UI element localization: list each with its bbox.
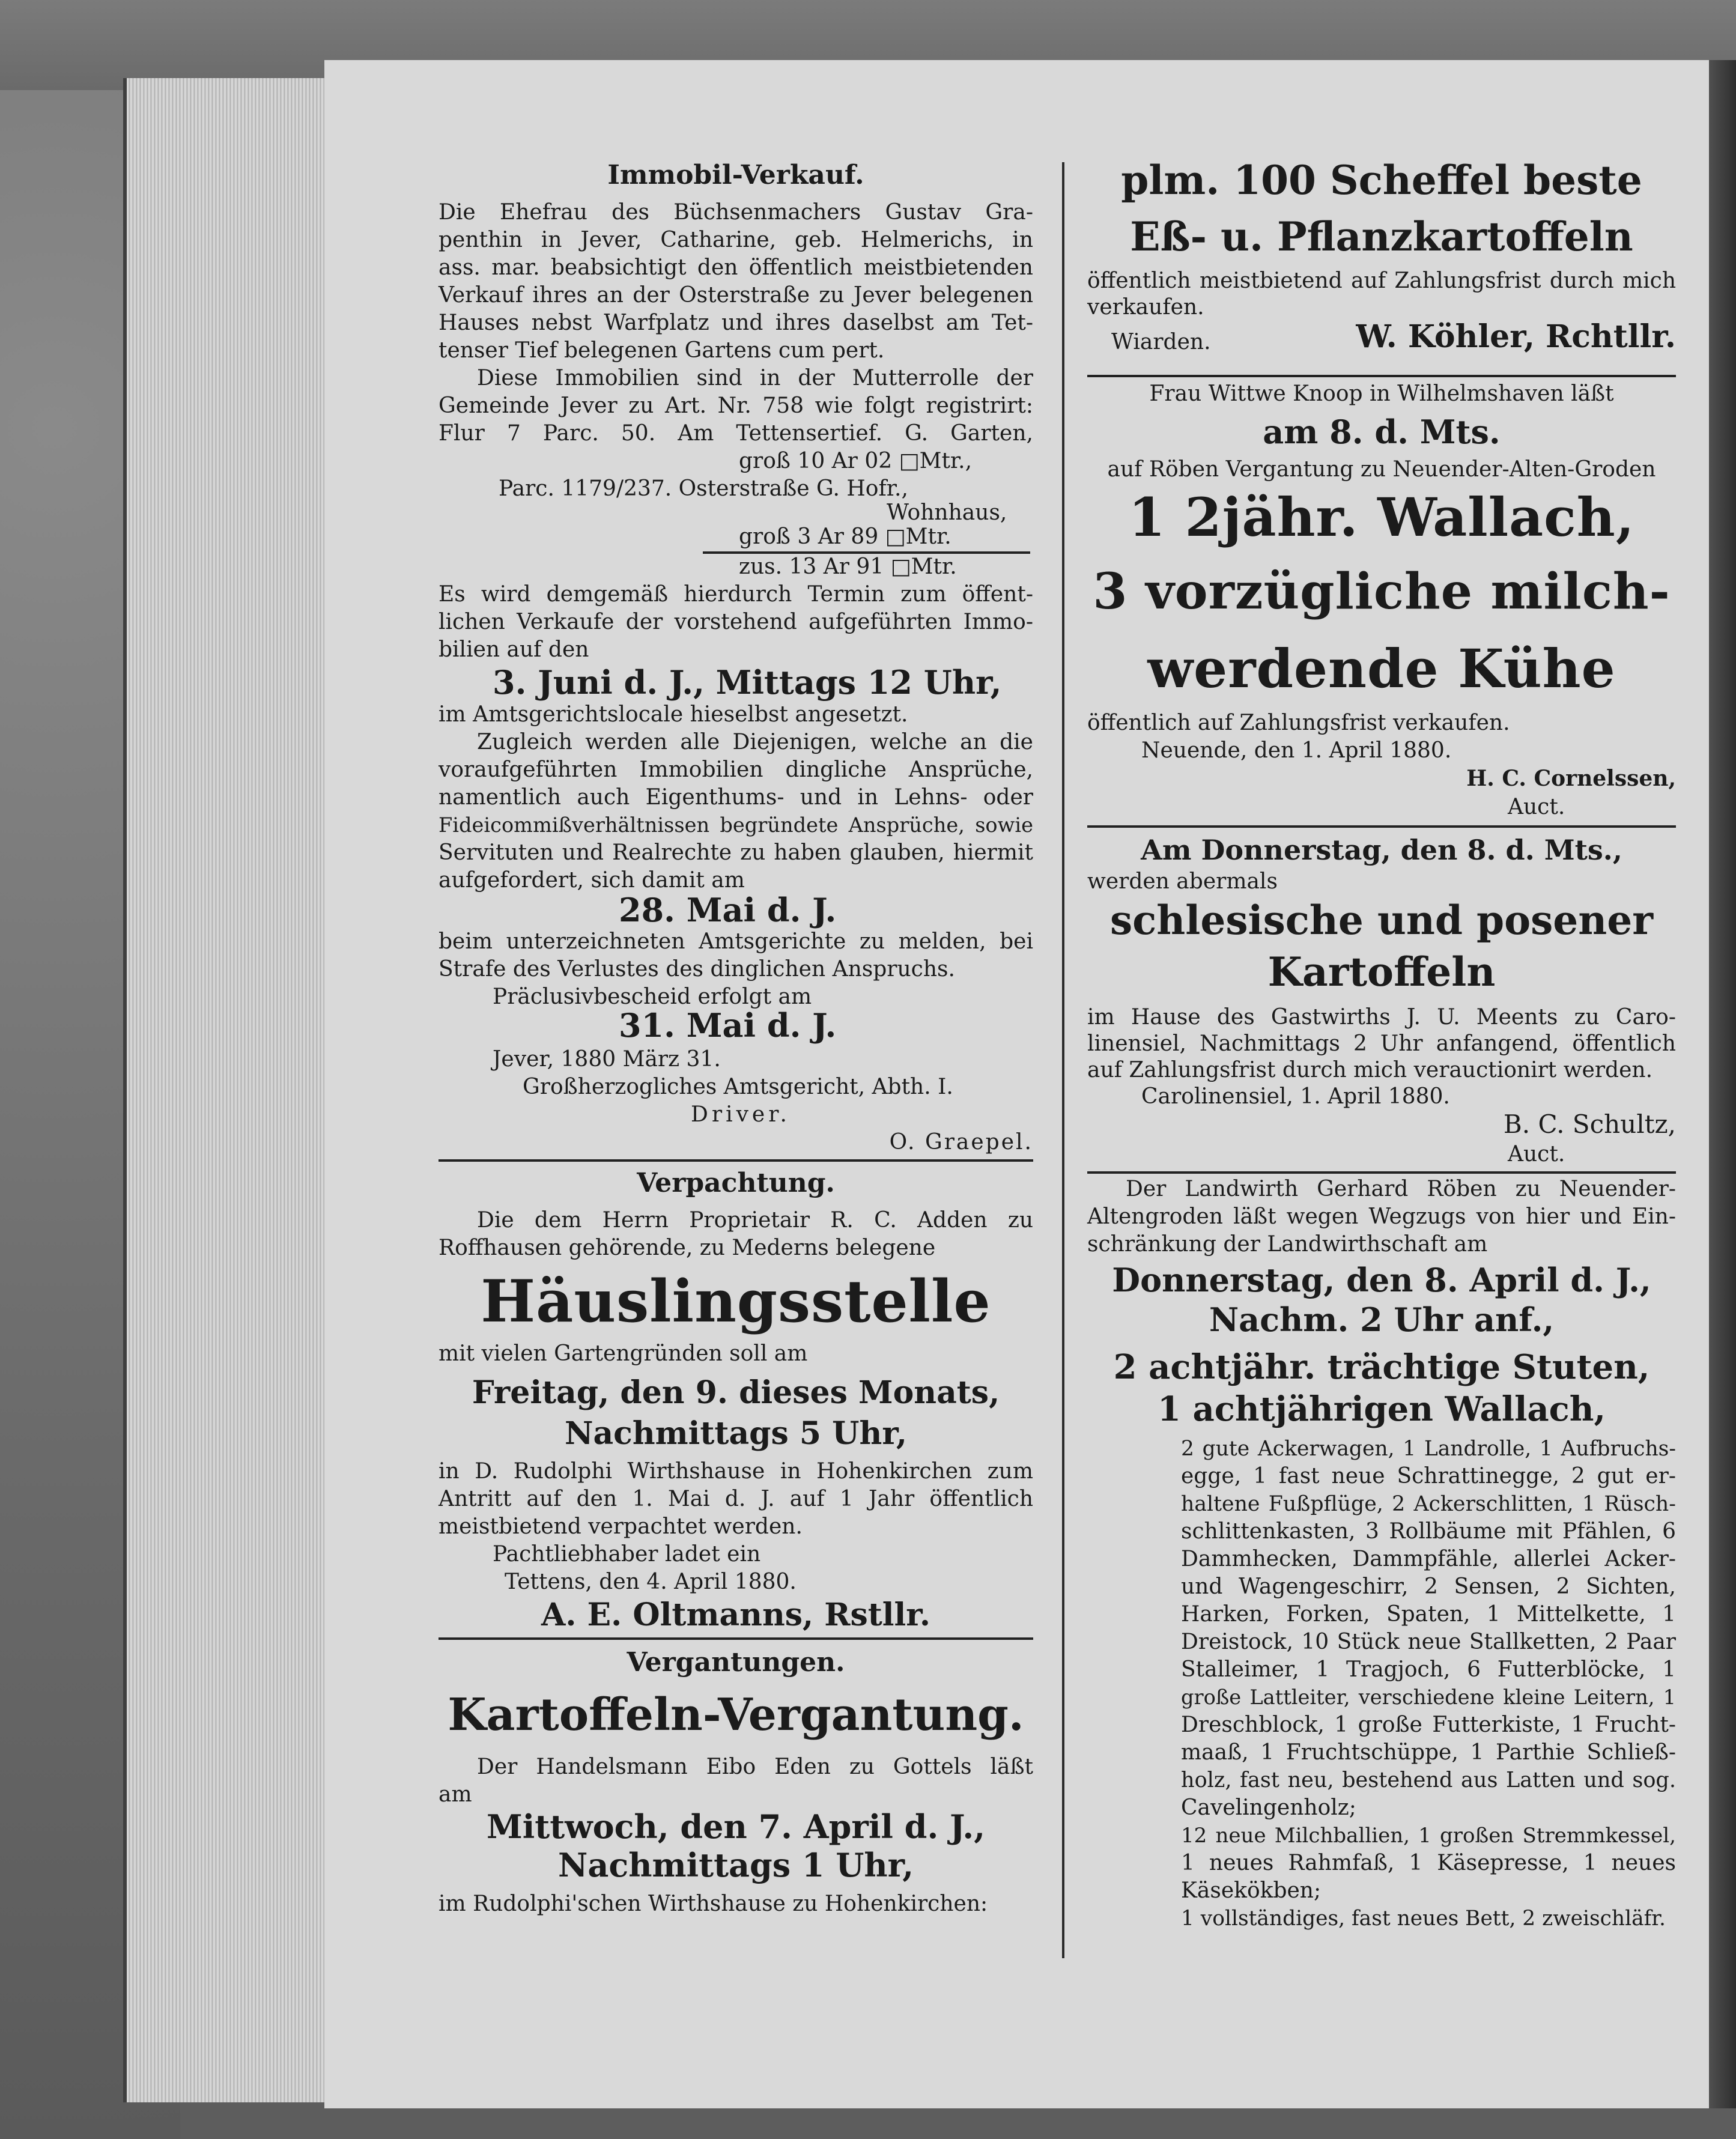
text-line: auf Zahlungsfrist durch mich verauctionirt werden.: [1087, 1058, 1653, 1082]
text-line: am: [439, 1782, 472, 1807]
text-line: Der Landwirth Gerhard Röben zu Neuender-: [1126, 1177, 1676, 1201]
date-line: am 8. d. Mts.: [1263, 413, 1501, 451]
text-line: Der Handelsmann Eibo Eden zu Gottels läßt: [477, 1755, 1033, 1779]
signature: W. Köhler, Rchtllr.: [1356, 318, 1676, 355]
text-line: Servituten und Realrechte zu haben glauben, hiermit: [439, 840, 1033, 865]
text-line: verkaufen.: [1087, 295, 1204, 320]
ad-title: Kartoffeln-Vergantung.: [448, 1689, 1024, 1741]
signature: O. Graepel.: [889, 1130, 1033, 1154]
text-line: 1 neues Rahmfaß, 1 Käsepresse, 1 neues: [1181, 1851, 1676, 1875]
ad-separator: [1087, 375, 1676, 377]
text-line: voraufgeführten Immobilien dingliche Ansprüche,: [439, 757, 1033, 782]
text-line: Tettens, den 4. April 1880.: [505, 1570, 797, 1594]
text-line: holz, fast neu, bestehend aus Latten und sog.: [1181, 1768, 1676, 1792]
ad-separator: [1087, 825, 1676, 828]
text-line: ass. mar. beabsichtigt den öffentlich meistbietenden: [439, 255, 1033, 280]
text-line: groß 10 Ar 02 □Mtr.,: [739, 449, 973, 473]
ad-separator: [439, 1637, 1033, 1640]
ad-heading: Verpachtung.: [637, 1168, 835, 1198]
signature: Driver.: [691, 1102, 791, 1127]
text-line: 2 gute Ackerwagen, 1 Landrolle, 1 Aufbruchs-: [1181, 1437, 1676, 1461]
date-line: Nachm. 2 Uhr anf.,: [1209, 1300, 1555, 1339]
text-line: Präclusivbescheid erfolgt am: [493, 985, 812, 1009]
ad-heading: Vergantungen.: [627, 1647, 845, 1678]
text-line: Wohnhaus,: [887, 500, 1007, 525]
text-line: Antritt auf den 1. Mai d. J. auf 1 Jahr öffentlich: [439, 1487, 1033, 1511]
text-line: lichen Verkaufe der vorstehend aufgeführten Immo-: [439, 610, 1033, 634]
date-line: Freitag, den 9. dieses Monats,: [472, 1374, 1000, 1411]
text-line: Käsekökben;: [1181, 1878, 1322, 1903]
text-line: bilien auf den: [439, 637, 589, 662]
page-edges: [123, 78, 331, 2102]
date-line: Nachmittags 1 Uhr,: [557, 1846, 914, 1884]
signature: H. C. Cornelssen,: [1466, 766, 1676, 791]
ad-title: Häuslingsstelle: [481, 1267, 991, 1335]
text-line: öffentlich meistbietend auf Zahlungsfrist durch mich: [1087, 269, 1676, 293]
text-line: öffentlich auf Zahlungsfrist verkaufen.: [1087, 711, 1510, 735]
text-line: Altengroden läßt wegen Wegzugs von hier und Ein-: [1087, 1204, 1676, 1229]
text-line: Großherzogliches Amtsgericht, Abth. I.: [523, 1075, 953, 1099]
text-line: Hauses nebst Warfplatz und ihres daselbst am Tet-: [439, 311, 1033, 335]
column-rule: [1062, 162, 1064, 1958]
text-line: Harken, Forken, Spaten, 1 Mittelkette, 1: [1181, 1602, 1676, 1627]
ad-title: plm. 100 Scheffel beste: [1121, 157, 1642, 204]
text-line: haltene Fußpflüge, 2 Ackerschlitten, 1 Rüsch-: [1181, 1492, 1676, 1516]
ad-title: 1 2jähr. Wallach,: [1128, 486, 1635, 548]
text-line: Die Ehefrau des Büchsenmachers Gustav Gra-: [439, 200, 1033, 225]
ad-separator: [439, 1159, 1033, 1162]
ad-heading: Immobil-Verkauf.: [607, 160, 864, 190]
date-line: Donnerstag, den 8. April d. J.,: [1112, 1261, 1651, 1299]
right-column: [1087, 0, 1676, 2139]
text-line: egge, 1 fast neue Schrattinegge, 2 gut er-: [1181, 1464, 1676, 1488]
text-line: Dreschblock, 1 große Futterkiste, 1 Frucht-: [1181, 1713, 1676, 1737]
ad-title: Eß- u. Pflanzkartoffeln: [1130, 213, 1633, 260]
text-line: Strafe des Verlustes des dinglichen Anspruchs.: [439, 957, 955, 982]
text-line: 1 vollständiges, fast neues Bett, 2 zweischläfr.: [1181, 1907, 1666, 1931]
text-line: Zugleich werden alle Diejenigen, welche an die: [477, 730, 1033, 754]
date-line: 3. Juni d. J., Mittags 12 Uhr,: [493, 663, 1002, 702]
date-line: 28. Mai d. J.: [619, 891, 837, 929]
text-line: in D. Rudolphi Wirthshause in Hohenkirchen zum: [439, 1459, 1033, 1484]
date-line: Mittwoch, den 7. April d. J.,: [486, 1807, 985, 1846]
text-line: werden abermals: [1087, 869, 1278, 894]
text-line: Frau Wittwe Knoop in Wilhelmshaven läßt: [1149, 381, 1614, 406]
text-line: tenser Tief belegenen Gartens cum pert.: [439, 338, 885, 363]
date-line: Nachmittags 5 Uhr,: [564, 1415, 908, 1452]
date-line: 31. Mai d. J.: [619, 1006, 837, 1045]
signature-title: Auct.: [1508, 1142, 1565, 1167]
text-line: Stalleimer, 1 Tragjoch, 6 Futterblöcke, 1: [1181, 1657, 1676, 1682]
text-line: schränkung der Landwirthschaft am: [1087, 1232, 1488, 1257]
text-line: im Rudolphi'schen Wirthshause zu Hohenkirchen:: [439, 1892, 988, 1916]
text-line: Fideicommißverhältnissen begründete Ansprüche, sowie: [439, 813, 1033, 837]
text-line: beim unterzeichneten Amtsgerichte zu melden, bei: [439, 929, 1033, 954]
text-line: schlittenkasten, 3 Rollbäume mit Pfählen, 6: [1181, 1519, 1676, 1544]
text-line: penthin in Jever, Catharine, geb. Helmerichs, in: [439, 228, 1033, 252]
ad-separator: [1087, 1171, 1676, 1174]
text-line: mit vielen Gartengründen soll am: [439, 1341, 808, 1366]
text-line: große Lattleiter, verschiedene kleine Leitern, 1: [1181, 1685, 1676, 1709]
text-line: Dammhecken, Dammpfähle, allerlei Acker-: [1181, 1547, 1676, 1571]
text-line: meistbietend verpachtet werden.: [439, 1514, 803, 1539]
text-line: Parc. 1179/237. Osterstraße G. Hofr.,: [499, 476, 908, 501]
text-line: Wiarden.: [1111, 330, 1211, 354]
text-line: Pachtliebhaber ladet ein: [493, 1542, 761, 1567]
text-line: groß 3 Ar 89 □Mtr.: [739, 524, 951, 549]
text-line: im Hause des Gastwirths J. U. Meents zu Caro-: [1087, 1005, 1676, 1030]
text-line: aufgefordert, sich damit am: [439, 868, 745, 893]
text-line: Diese Immobilien sind in der Mutterrolle der: [477, 366, 1033, 390]
ad-title: schlesische und posener: [1109, 897, 1654, 944]
ad-title: 2 achtjähr. trächtige Stuten,: [1113, 1347, 1650, 1387]
text-line: Roffhausen gehörende, zu Mederns belegene: [439, 1236, 936, 1260]
text-line: namentlich auch Eigenthums- und in Lehns- oder: [439, 785, 1033, 810]
text-line: Verkauf ihres an der Osterstraße zu Jever belegenen: [439, 283, 1033, 308]
left-column: [439, 0, 1033, 2139]
text-line: Die dem Herrn Proprietair R. C. Adden zu: [477, 1208, 1033, 1233]
text-line: Jever, 1880 März 31.: [493, 1047, 721, 1072]
text-line: Gemeinde Jever zu Art. Nr. 758 wie folgt registrirt:: [439, 393, 1033, 418]
text-line: auf Röben Vergantung zu Neuender-Alten-Groden: [1107, 457, 1656, 482]
text-line: maaß, 1 Fruchtschüppe, 1 Parthie Schließ-: [1181, 1740, 1676, 1765]
text-line: Carolinensiel, 1. April 1880.: [1141, 1084, 1450, 1109]
ad-title: 3 vorzügliche milch-: [1093, 563, 1671, 620]
text-line: Dreistock, 10 Stück neue Stallketten, 2 Paar: [1181, 1630, 1676, 1654]
text-line: Cavelingenholz;: [1181, 1795, 1356, 1820]
book-gutter: [1709, 60, 1736, 2108]
text-line: 12 neue Milchballien, 1 großen Stremmkessel,: [1181, 1824, 1676, 1848]
text-line: im Amtsgerichtslocale hieselbst angesetzt.: [439, 702, 908, 727]
text-line: zus. 13 Ar 91 □Mtr.: [739, 554, 957, 579]
text-line: Es wird demgemäß hierdurch Termin zum öffent-: [439, 582, 1033, 607]
date-line: Am Donnerstag, den 8. d. Mts.,: [1141, 834, 1622, 866]
text-line: Neuende, den 1. April 1880.: [1141, 738, 1452, 763]
ad-title: 1 achtjährigen Wallach,: [1158, 1389, 1606, 1429]
text-line: Flur 7 Parc. 50. Am Tettensertief. G. Garten,: [439, 421, 1033, 446]
text-line: und Wagengeschirr, 2 Sensen, 2 Sichten,: [1181, 1574, 1676, 1599]
ad-title: Kartoffeln: [1267, 948, 1496, 995]
text-line: linensiel, Nachmittags 2 Uhr anfangend, öffentlich: [1087, 1031, 1676, 1056]
signature: A. E. Oltmanns, Rstllr.: [541, 1597, 931, 1633]
signature-title: Auct.: [1508, 795, 1565, 819]
ad-title: werdende Kühe: [1147, 637, 1616, 700]
signature: B. C. Schultz,: [1503, 1109, 1676, 1139]
